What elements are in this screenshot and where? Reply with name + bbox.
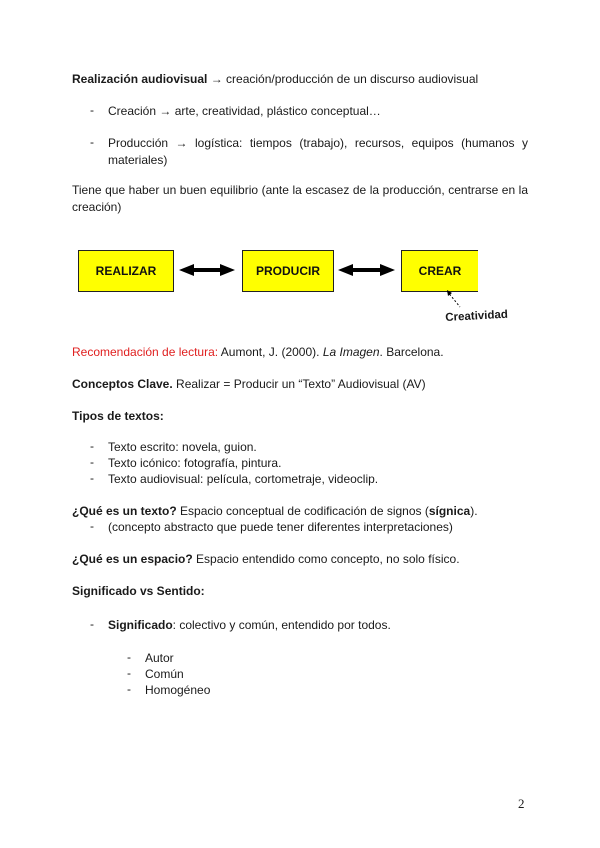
bullet-dash: - bbox=[127, 650, 131, 664]
tipo-item: Texto audiovisual: película, cortometraje, videoclip. bbox=[108, 472, 379, 486]
recomendacion-rest: . Barcelona. bbox=[379, 345, 444, 359]
significado-subitem: Autor bbox=[145, 651, 174, 665]
recomendacion-title: La Imagen bbox=[322, 345, 380, 359]
bullet-dash: - bbox=[90, 617, 94, 631]
bullet-dash: - bbox=[90, 455, 94, 469]
bullet-produccion: Producción → logística: tiempos (trabajo), recursos, equipos (humanos y materiales) bbox=[108, 136, 528, 167]
intro-bold: Realización audiovisual bbox=[72, 72, 208, 86]
espacio-rest: Espacio entendido como concepto, no solo físico. bbox=[192, 552, 460, 566]
equilibrio-paragraph: Tiene que haber un buen equilibrio (ante la escasez de la producción, centrarse en la creación) bbox=[72, 183, 528, 214]
tipos-heading bbox=[72, 408, 528, 425]
creatividad-label: Creatividad bbox=[445, 308, 509, 324]
page-number: 2 bbox=[518, 796, 525, 811]
recomendacion-author: Aumont, J. (2000). bbox=[218, 345, 323, 359]
intro-paragraph bbox=[72, 71, 528, 88]
bullet-dash: - bbox=[90, 471, 94, 485]
espacio-bold: ¿Qué es un espacio? bbox=[72, 552, 193, 566]
realizar-diagram bbox=[72, 240, 532, 335]
tipos-heading-text: Tipos de textos: bbox=[72, 409, 164, 423]
recomendacion-label: Recomendación de lectura: bbox=[72, 345, 219, 359]
texto-signica: sígnica bbox=[428, 504, 471, 518]
significado-item-rest: : colectivo y común, entendido por todos. bbox=[172, 618, 391, 632]
conceptos-bold: Conceptos Clave. bbox=[72, 377, 173, 391]
bullet-dash: - bbox=[90, 135, 94, 149]
texto-end: ). bbox=[470, 504, 478, 518]
box-producir: PRODUCIR bbox=[242, 250, 334, 292]
recomendacion bbox=[72, 344, 528, 361]
box-realizar: REALIZAR bbox=[78, 250, 174, 292]
significado-subitem: Común bbox=[145, 667, 184, 681]
significado-heading bbox=[72, 583, 528, 600]
bullet-dash: - bbox=[90, 103, 94, 117]
significado-item bbox=[108, 617, 391, 634]
texto-sub: (concepto abstracto que puede tener diferentes interpretaciones) bbox=[108, 520, 453, 534]
bullet-dash: - bbox=[127, 666, 131, 680]
significado-subitem: Homogéneo bbox=[145, 683, 211, 697]
conceptos-clave bbox=[72, 376, 528, 393]
conceptos-rest: Realizar = Producir un “Texto” Audiovisual (AV) bbox=[172, 377, 426, 391]
box-crear: CREAR bbox=[401, 250, 478, 292]
double-arrow-1 bbox=[179, 264, 235, 276]
tipo-item: Texto escrito: novela, guion. bbox=[108, 440, 257, 454]
creatividad-pointer bbox=[447, 290, 460, 307]
que-es-texto bbox=[72, 503, 528, 520]
bullet-creacion: Creación → arte, creatividad, plástico conceptual… bbox=[108, 104, 381, 118]
tipo-item: Texto icónico: fotografía, pintura. bbox=[108, 456, 282, 470]
bullet-dash: - bbox=[90, 519, 94, 533]
bullet-dash: - bbox=[90, 439, 94, 453]
intro-rest: → creación/producción de un discurso audiovisual bbox=[207, 72, 479, 86]
texto-bold: ¿Qué es un texto? bbox=[72, 504, 177, 518]
bullet-dash: - bbox=[127, 682, 131, 696]
que-es-espacio bbox=[72, 551, 528, 568]
texto-rest: Espacio conceptual de codificación de signos ( bbox=[176, 504, 429, 518]
significado-heading-text: Significado vs Sentido: bbox=[72, 584, 205, 598]
double-arrow-2 bbox=[338, 264, 395, 276]
significado-item-bold: Significado bbox=[108, 618, 173, 632]
